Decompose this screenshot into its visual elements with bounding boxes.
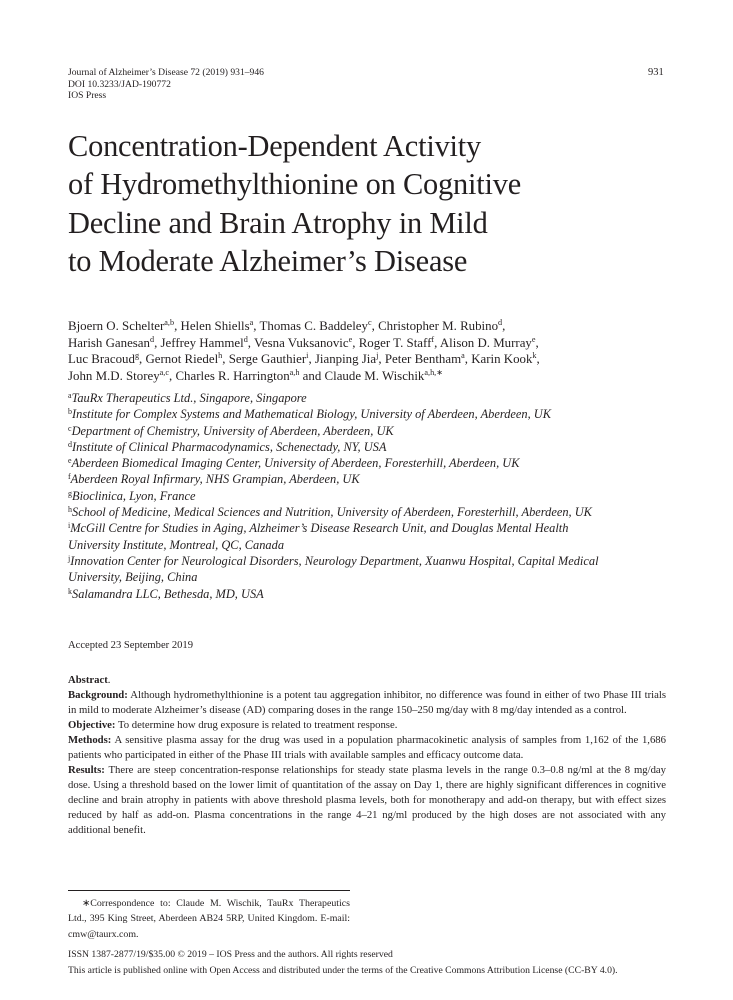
page-number: 931 [648,67,664,78]
affiliation-text: TauRx Therapeutics Ltd., Singapore, Singapore [71,391,307,405]
author-affiliation-marks: k [532,351,537,361]
author-list [68,318,688,384]
affiliation-text: Department of Chemistry, University of Aberdeen, Aberdeen, UK [71,423,394,438]
affiliation [68,504,688,520]
doi[interactable]: DOI 10.3233/JAD-190772 [68,78,171,90]
author: Peter Bentham [384,352,462,367]
affiliation [68,390,688,406]
results-label: Results: [68,764,105,777]
author-affiliation-marks: e [531,334,536,344]
author-affiliation-marks: g [134,351,140,361]
affiliation [68,455,688,471]
author-affiliation-marks: c [367,318,372,327]
affiliation [68,553,688,569]
author-affiliation-marks: a,h [289,367,300,377]
abstract-objective [68,718,666,733]
affiliation-key: h [68,505,72,515]
title-line: Concentration-Dependent Activity [68,129,482,163]
author-line: John M.D. Storey$^{a,c}$, Charles R. Harrington$^{a,h}$ and Claude M. Wischik$^{a,h,∗}$ [68,367,444,383]
correspondence-footnote: ∗Correspondence to: Claude M. Wischik, TauRx Therapeutics Ltd., 395 King Street, Aberdeen AB24 5RP, United Kingdom. E-mail: cmw@taurx.com. [68,898,350,940]
abstract-heading-line: Abstract. [68,674,111,686]
author: Jeffrey Hammel [160,335,244,350]
title-line: Decline and Brain Atrophy in Mild [68,205,488,240]
author-affiliation-marks: d [149,334,155,344]
background-text: Although hydromethylthionine is a potent tau aggregation inhibitor, no difference was found in either of two Phase III trials in mild to moderate Alzheimer’s disease (AD) comparing doses in the range 150–250 mg/day with 8 mg/day intended as a control. [68,689,666,717]
abstract-heading: Abstract [68,674,108,686]
affiliation-key: g [68,488,72,498]
author-affiliation-marks: a,b [164,318,175,327]
affiliation-continuation: University Institute, Montreal, QC, Canada [68,537,285,552]
methods-label: Methods: [68,734,112,747]
author: Roger T. Staff [358,335,432,350]
affiliation-key: i [68,521,71,531]
author-affiliation-marks: a [249,318,254,327]
abstract-background [68,688,666,718]
abstract [68,673,666,839]
author: Luc Bracoud [68,352,135,367]
author: Vesna Vuksanovic [254,335,349,350]
affiliation-text: Bioclinica, Lyon, France [72,488,196,503]
affiliation-text: Aberdeen Biomedical Imaging Center, University of Aberdeen, Foresterhill, Aberdeen, UK [71,456,520,471]
article-title [68,127,668,280]
background-label: Background: [68,689,128,702]
author-affiliation-marks: a [461,351,465,361]
running-header [68,67,264,102]
title-line: of Hydromethylthionine on Cognitive [68,167,522,202]
author-line: Luc Bracoud$^g$, Gernot Riedel$^h$, Serge Gauthier$^i$, Jianping Jia$^j$, Peter Bentham$^a$, Karin Kook$^k$, [68,351,540,367]
affiliation [68,520,688,536]
author: Karin Kook [471,352,533,367]
author-line: Harish Ganesan$^d$, Jeffrey Hammel$^d$, Vesna Vuksanovic$^e$, Roger T. Staff$^f$, Alison D. Murray$^e$, [68,334,539,350]
objective-text: To determine how drug exposure is related to treatment response. [117,719,398,732]
publisher: IOS Press [68,90,107,101]
affiliation [68,406,688,422]
author: Claude M. Wischik [324,368,425,383]
author-affiliation-marks: j [376,351,379,361]
journal-citation: Journal of Alzheimer’s Disease 72 (2019) 931–946 [68,67,264,78]
affiliation [68,488,688,504]
issn-line: ISSN 1387-2877/19/$35.00 © 2019 – IOS Press and the authors. All rights reserved [68,949,393,960]
abstract-results [68,763,666,838]
affiliation-text: Salamandra LLC, Bethesda, MD, USA [72,586,264,601]
affiliation-key: k [68,586,72,596]
affiliation [68,423,688,439]
affiliation-key: b [68,407,72,417]
author: Serge Gauthier [228,352,307,367]
author: Jianping Jia [314,352,377,367]
author: Alison D. Murray [439,335,532,350]
author-affiliation-marks: h [218,351,223,361]
author-conjunction: and [302,368,322,383]
affiliation-list [68,390,688,602]
affiliation-text: Institute of Clinical Pharmacodynamics, Schenectady, NY, USA [72,439,387,454]
author-affiliation-marks: e [348,334,353,344]
affiliation-key: e [68,456,72,466]
affiliation-text: School of Medicine, Medical Sciences and Nutrition, University of Aberdeen, Foresterhill, Aberdeen, UK [72,505,592,520]
author: Harish Ganesan [68,335,150,350]
author: Charles R. Harrington [175,368,290,383]
affiliation-key: d [68,439,72,449]
author-affiliation-marks: f [431,334,435,344]
author: Bjoern O. Schelter [68,319,165,333]
author-line: Bjoern O. Schelter$^{a,b}$, Helen Shiells$^a$, Thomas C. Baddeley$^c$, Christopher M. Rubino$^d$, [68,318,506,333]
results-text: There are steep concentration-response relationships for steady state plasma levels in the range 0.3–0.8 ng/ml at the 8 mg/day dose. Using a threshold based on the lower limit of quantitation of the assay on Day 1, there are highly significant differences in cognitive decline and brain atrophy in patients with above threshold plasma levels, both for monotherapy and add-on therapy, but with effect sizes reduced by half as add-on. Plasma concentrations in the range 4–21 ng/ml produced by the high doses are not associated with any additional benefit. [68,764,667,837]
affiliation-key: j [68,553,71,563]
author: Helen Shiells [180,319,250,333]
abstract-methods [68,733,666,763]
affiliation-key: c [68,423,72,433]
affiliation-text: McGill Centre for Studies in Aging, Alzheimer’s Disease Research Unit, and Douglas Mental Health [70,521,569,536]
affiliation-key: f [68,472,71,482]
affiliation-text: Institute for Complex Systems and Mathematical Biology, University of Aberdeen, Aberdeen, UK [72,407,552,422]
accepted-date: Accepted 23 September 2019 [68,640,194,651]
affiliation-key: a [68,391,72,400]
affiliation [68,471,688,487]
license-line: This article is published online with Open Access and distributed under the terms of the Creative Commons Attribution License (CC-BY 4.0). [68,965,618,976]
methods-text: A sensitive plasma assay for the drug was used in a population pharmacokinetic analysis of samples from 1,162 of the 1,686 patients who participated in either of the Phase III trials with available samples and efficacy outcome data. [68,734,666,762]
affiliation [68,439,688,455]
author: Thomas C. Baddeley [259,319,368,333]
footnote-divider [68,890,350,891]
affiliation-text: Aberdeen Royal Infirmary, NHS Grampian, Aberdeen, UK [70,472,360,487]
author: Christopher M. Rubino [378,319,499,333]
affiliation-text: Innovation Center for Neurological Disorders, Neurology Department, Xuanwu Hospital, Capital Medical [70,553,599,568]
author-affiliation-marks: d [498,318,503,327]
title-line: to Moderate Alzheimer’s Disease [68,243,468,278]
author-affiliation-marks: a,h,∗ [424,367,444,377]
author: Gernot Riedel [145,352,219,367]
author: John M.D. Storey [68,368,160,383]
affiliation [68,586,688,602]
affiliation-continuation: University, Beijing, China [68,570,198,585]
objective-label: Objective: [68,719,116,732]
author-affiliation-marks: d [243,334,248,344]
author-affiliation-marks: a,c [159,367,169,377]
author-affiliation-marks: i [306,351,309,361]
